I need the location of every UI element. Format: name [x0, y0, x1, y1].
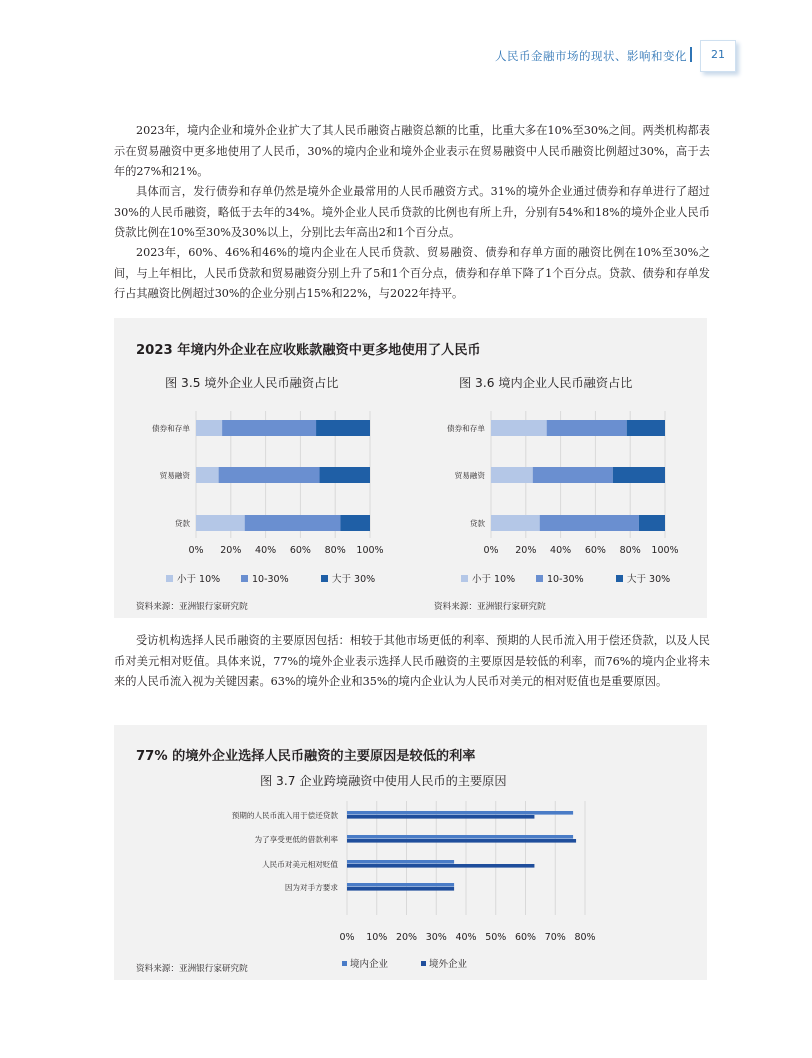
category-label: 债券和存单 [152, 424, 190, 433]
panel-1-title: 2023 年境内外企业在应收账款融资中更多地使用了人民币 [136, 343, 481, 358]
category-label: 债券和存单 [447, 424, 485, 433]
bar-segment [196, 420, 222, 436]
chart-3-5 [114, 403, 404, 593]
x-tick-label: 20% [395, 932, 418, 943]
x-tick-label: 20% [515, 545, 537, 556]
bar [347, 864, 534, 868]
bar-segment [222, 420, 316, 436]
x-tick-label: 0% [339, 932, 355, 943]
figure-3-6-title: 图 3.6 境内企业人民币融资占比 [459, 376, 633, 390]
bar-segment [196, 467, 219, 483]
bar-segment [219, 467, 320, 483]
bar-segment [491, 467, 533, 483]
bar-segment [533, 467, 613, 483]
source-note-2: 资料来源：亚洲银行家研究院 [434, 602, 546, 612]
bar [347, 887, 454, 891]
source-note-3: 资料来源：亚洲银行家研究院 [136, 964, 248, 974]
bar-segment [320, 467, 370, 483]
x-tick-label: 60% [289, 545, 311, 556]
category-label: 因为对手方要求 [284, 883, 338, 892]
bar-segment [613, 467, 665, 483]
page-number: 21 [711, 48, 725, 61]
legend-swatch [461, 575, 468, 582]
bar-segment [340, 515, 370, 531]
source-note-1: 资料来源：亚洲银行家研究院 [136, 602, 248, 612]
x-tick-label: 80% [324, 545, 346, 556]
page-number-box [700, 40, 736, 72]
legend-swatch [536, 575, 543, 582]
x-tick-label: 10% [366, 932, 388, 943]
bar-segment [491, 515, 540, 531]
legend-label: 10-30% [252, 574, 289, 585]
bar-segment [639, 515, 665, 531]
x-tick-label: 0% [483, 545, 499, 556]
x-tick-label: 20% [220, 545, 242, 556]
legend-swatch [241, 575, 248, 582]
bar [347, 839, 576, 843]
legend-swatch [421, 961, 426, 966]
x-tick-label: 80% [574, 932, 596, 943]
bar-segment [540, 515, 639, 531]
category-label: 贷款 [174, 519, 190, 528]
x-tick-label: 40% [455, 932, 477, 943]
legend-label: 大于 30% [332, 574, 376, 585]
x-tick-label: 70% [544, 932, 566, 943]
panel-2-title: 77% 的境外企业选择人民币融资的主要原因是较低的利率 [136, 749, 476, 764]
bar [347, 815, 534, 819]
legend-swatch [616, 575, 623, 582]
category-label: 为了享受更低的借款利率 [254, 835, 338, 844]
x-tick-label: 50% [485, 932, 507, 943]
legend-swatch [342, 961, 347, 966]
x-tick-label: 30% [425, 932, 447, 943]
category-label: 贷款 [469, 519, 485, 528]
legend-label: 境内企业 [350, 959, 389, 970]
paragraph-3: 2023年，60%、46%和46%的境内企业在人民币贷款、贸易融资、债券和存单方面的融资比例在10%至30%之间，与上年相比，人民币贷款和贸易融资分别上升了5和1个百分点，债券和存单下降了1个百分点。贷款、债券和存单发行占其融资比例超过30%的企业分别占15%和22%，与2022年持平。 [114, 246, 710, 300]
bar [347, 883, 454, 887]
bar-segment [547, 420, 627, 436]
legend-label: 10-30% [547, 574, 584, 585]
legend-label: 大于 30% [627, 574, 671, 585]
category-label: 贸易融资 [159, 471, 190, 480]
figure-3-7-title: 图 3.7 企业跨境融资中使用人民币的主要原因 [260, 774, 507, 788]
bar [347, 860, 454, 864]
category-label: 预期的人民币流入用于偿还贷款 [231, 811, 338, 820]
bar [347, 811, 573, 815]
legend-swatch [166, 575, 173, 582]
chart-3-6 [409, 403, 699, 593]
x-tick-label: 40% [255, 545, 277, 556]
x-tick-label: 60% [514, 932, 537, 943]
paragraph-4: 受访机构选择人民币融资的主要原因包括：相较于其他市场更低的利率、预期的人民币流入用于偿还贷款，以及人民币对美元相对贬值。具体来说，77%的境外企业表示选择人民币融资的主要原因是较低的利率，而76%的境内企业将未来的人民币流入视为关键因素。63%的境外企业和35%的境内企业认为人民币对美元的相对贬值也是重要原因。 [114, 634, 710, 688]
bar-segment [245, 515, 341, 531]
x-tick-label: 100% [356, 545, 384, 556]
x-tick-label: 60% [584, 545, 606, 556]
category-label: 贸易融资 [454, 471, 485, 480]
header-title: 人民币金融市场的现状、影响和变化 [495, 49, 687, 63]
bar-segment [491, 420, 547, 436]
paragraph-2: 具体而言，发行债券和存单仍然是境外企业最常用的人民币融资方式。31%的境外企业通过债券和存单进行了超过30%的人民币融资，略低于去年的34%。境外企业人民币贷款的比例也有所上升，分别有54%和18%的境外企业人民币贷款比例在10%至30%及30%以上，分别比去年高出2和1个百分点。 [114, 185, 710, 239]
figure-3-5-title: 图 3.5 境外企业人民币融资占比 [165, 376, 339, 390]
legend-label: 小于 10% [177, 574, 221, 585]
bar-segment [316, 420, 370, 436]
bar-segment [196, 515, 245, 531]
header-separator [690, 47, 692, 62]
figure-panel-2 [114, 725, 707, 980]
category-label: 人民币对美元相对贬值 [262, 860, 338, 869]
x-tick-label: 40% [550, 545, 572, 556]
x-tick-label: 0% [188, 545, 204, 556]
legend-swatch [321, 575, 328, 582]
legend-label: 小于 10% [472, 574, 516, 585]
x-tick-label: 100% [651, 545, 679, 556]
figure-panel-1 [114, 318, 707, 618]
x-tick-label: 80% [619, 545, 641, 556]
bar-segment [627, 420, 665, 436]
bar [347, 835, 573, 839]
legend-label: 境外企业 [429, 959, 468, 970]
paragraph-1: 2023年，境内企业和境外企业扩大了其人民币融资占融资总额的比重，比重大多在10%至30%之间。两类机构都表示在贸易融资中更多地使用了人民币，30%的境内企业和境外企业表示在贸易融资中人民币融资比例超过30%，高于去年的27%和21%。 [114, 124, 710, 178]
